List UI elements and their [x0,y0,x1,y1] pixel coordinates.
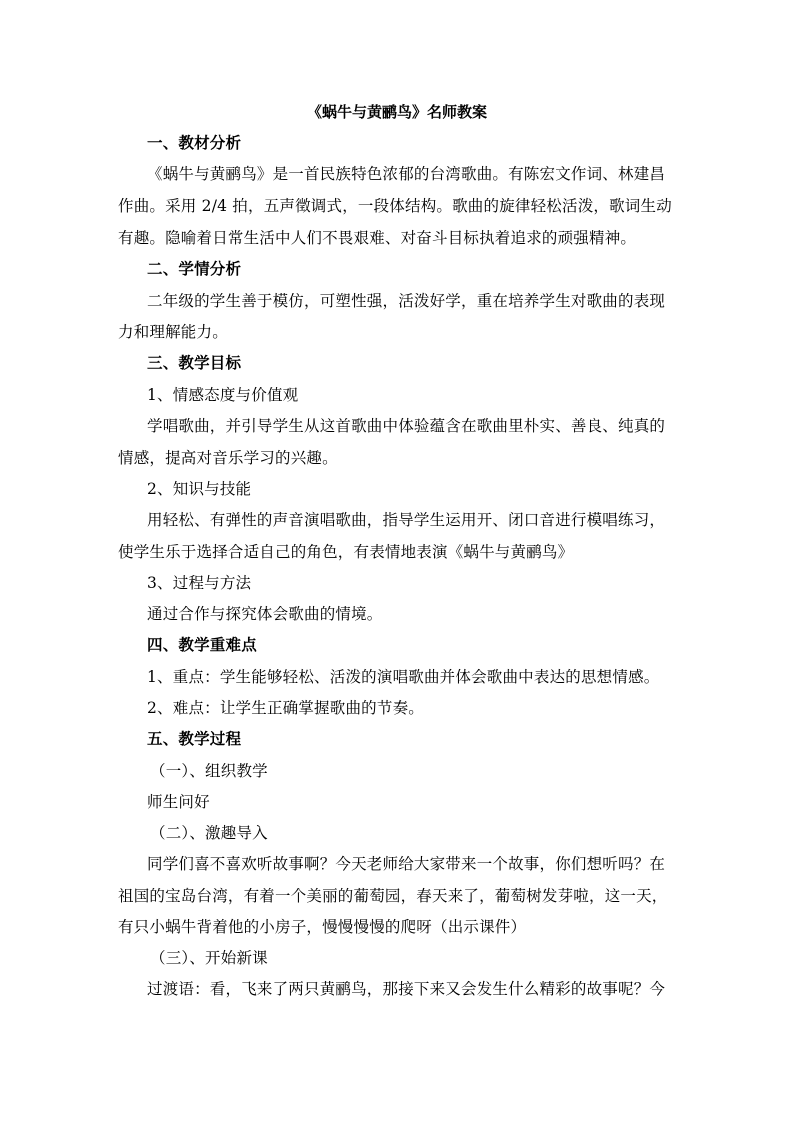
paragraph-line: 1、重点：学生能够轻松、活泼的演唱歌曲并体会歌曲中表达的思想情感。 [147,668,660,686]
paragraph-line: 二年级的学生善于模仿，可塑性强，活泼好学，重在培养学生对歌曲的表现 [147,292,666,310]
section-heading-teaching-goals: 三、教学目标 [147,353,242,372]
subheading-line: 2、知识与技能 [147,480,252,498]
subheading-line: （一）、组织教学 [150,762,268,780]
paragraph-line: 学唱歌曲，并引导学生从这首歌曲中体验蕴含在歌曲里朴实、善良、纯真的 [147,417,666,435]
paragraph-line: 情感，提高对音乐学习的兴趣。 [118,449,338,467]
paragraph-line: 《蜗牛与黄鹂鸟》是一首民族特色浓郁的台湾歌曲。有陈宏文作词、林建昌 [147,165,666,183]
paragraph-line: 有趣。隐喻着日常生活中人们不畏艰难、对奋斗目标执着追求的顽强精神。 [118,229,637,247]
paragraph-line: 师生问好 [147,793,210,811]
paragraph-line: 过渡语：看，飞来了两只黄鹂鸟，那接下来又会发生什么精彩的故事呢？今 [147,980,666,998]
document-title: 《蜗牛与黄鹂鸟》名师教案 [306,103,487,121]
paragraph-line: 作曲。采用 2/4 拍，五声徵调式，一段体结构。歌曲的旋律轻松活泼，歌词生动 [118,197,672,215]
subheading-line: 3、过程与方法 [147,574,252,592]
paragraph-line: 有只小蜗牛背着他的小房子，慢慢慢慢的爬呀（出示课件） [118,918,527,936]
paragraph-line: 力和理解能力。 [118,323,228,341]
subheading-line: 1、情感态度与价值观 [147,386,299,404]
section-heading-textbook-analysis: 一、教材分析 [147,133,242,152]
section-heading-student-analysis: 二、学情分析 [147,259,242,278]
paragraph-line: 通过合作与探究体会歌曲的情境。 [147,605,383,623]
section-heading-key-points: 四、教学重难点 [147,635,257,654]
paragraph-line: 使学生乐于选择合适自己的角色，有表情地表演《蜗牛与黄鹂鸟》 [118,543,574,561]
subheading-line: （二）、激趣导入 [150,824,268,842]
section-heading-teaching-process: 五、教学过程 [147,729,242,748]
paragraph-line: 同学们喜不喜欢听故事啊？今天老师给大家带来一个故事，你们想听吗？在 [147,855,666,873]
subheading-line: （三）、开始新课 [150,949,268,967]
paragraph-line: 用轻松、有弹性的声音演唱歌曲，指导学生运用开、闭口音进行模唱练习， [147,511,666,529]
paragraph-line: 2、难点：让学生正确掌握歌曲的节奏。 [147,699,424,717]
paragraph-line: 祖国的宝岛台湾，有着一个美丽的葡萄园，春天来了，葡萄树发芽啦，这一天， [118,887,668,905]
